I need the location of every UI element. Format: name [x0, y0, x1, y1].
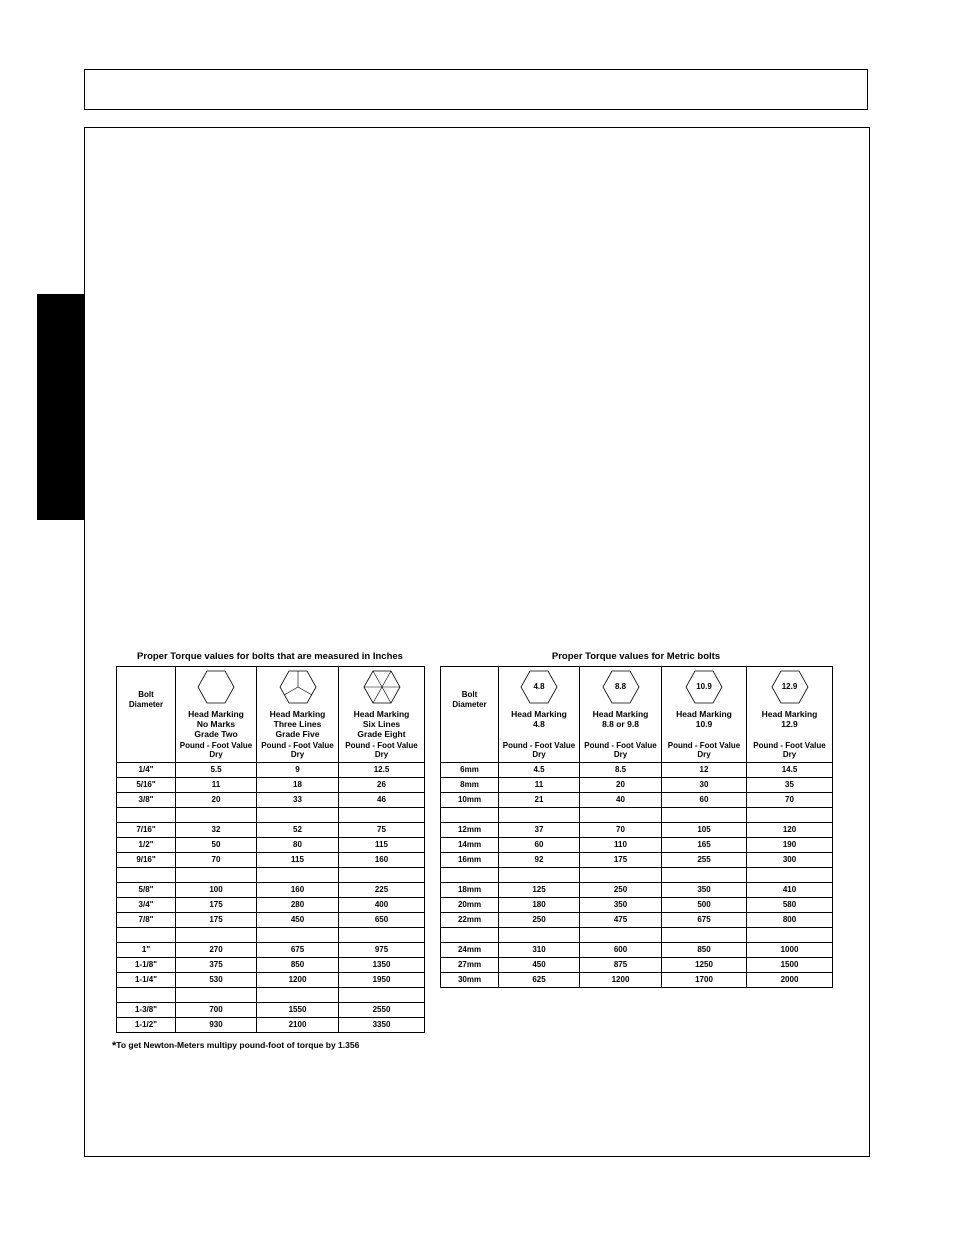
hex-10-9-icon [684, 669, 724, 705]
bolt-diameter-cell: 20mm [441, 898, 499, 913]
torque-value-cell: 165 [662, 838, 747, 853]
torque-value-cell: 500 [662, 898, 747, 913]
torque-value-cell: 270 [176, 943, 257, 958]
hex-12-9-icon [770, 669, 810, 705]
torque-value-cell: 60 [662, 793, 747, 808]
head-marking-label: Head Marking No Marks Grade Two [188, 709, 244, 739]
table-row [117, 943, 425, 958]
torque-value-cell: 625 [499, 973, 580, 988]
torque-value-cell: 475 [580, 913, 662, 928]
bolt-diameter-cell: 24mm [441, 943, 499, 958]
torque-value-cell: 21 [499, 793, 580, 808]
torque-value-cell: 11 [499, 778, 580, 793]
torque-value-cell: 410 [747, 883, 833, 898]
torque-value-cell: 70 [747, 793, 833, 808]
torque-value-cell: 1550 [257, 1003, 339, 1018]
torque-value-cell: 92 [499, 853, 580, 868]
bolt-diameter-cell: 1/2" [117, 838, 176, 853]
torque-value-cell [747, 928, 833, 943]
metric-bolt-diameter-header [441, 667, 499, 763]
table-row [117, 853, 425, 868]
torque-value-cell: 70 [176, 853, 257, 868]
table-row [117, 928, 425, 943]
table-row [117, 883, 425, 898]
unit-label: Pound - Foot Value Dry [753, 741, 826, 759]
torque-value-cell: 1950 [339, 973, 425, 988]
table-row [441, 943, 833, 958]
bolt-diameter-cell: 9/16" [117, 853, 176, 868]
torque-value-cell: 115 [257, 853, 339, 868]
bolt-diameter-cell: 27mm [441, 958, 499, 973]
torque-value-cell: 11 [176, 778, 257, 793]
torque-value-cell: 20 [176, 793, 257, 808]
bolt-diameter-label: Bolt Diameter [452, 690, 487, 709]
hex-six-lines-icon [362, 669, 402, 705]
torque-value-cell: 9 [257, 763, 339, 778]
torque-value-cell: 33 [257, 793, 339, 808]
metric-grade-header-4 [747, 667, 833, 763]
torque-value-cell: 1000 [747, 943, 833, 958]
torque-value-cell [257, 928, 339, 943]
torque-value-cell: 160 [339, 853, 425, 868]
torque-value-cell: 40 [580, 793, 662, 808]
metric-grade-header-2 [580, 667, 662, 763]
bolt-diameter-cell: 5/8" [117, 883, 176, 898]
torque-value-cell: 375 [176, 958, 257, 973]
bolt-diameter-cell: 7/8" [117, 913, 176, 928]
torque-value-cell: 35 [747, 778, 833, 793]
torque-value-cell: 110 [580, 838, 662, 853]
torque-value-cell: 75 [339, 823, 425, 838]
table-row [117, 868, 425, 883]
bolt-diameter-cell: 12mm [441, 823, 499, 838]
torque-value-cell: 2550 [339, 1003, 425, 1018]
torque-value-cell [499, 808, 580, 823]
table-row [441, 793, 833, 808]
section-side-tab [37, 294, 85, 520]
unit-label: Pound - Foot Value Dry [261, 741, 334, 759]
table-row [441, 898, 833, 913]
torque-value-cell: 300 [747, 853, 833, 868]
torque-value-cell: 250 [580, 883, 662, 898]
inch-table-title: Proper Torque values for bolts that are measured in Inches [137, 651, 403, 662]
torque-value-cell: 310 [499, 943, 580, 958]
torque-value-cell: 700 [176, 1003, 257, 1018]
torque-value-cell: 100 [176, 883, 257, 898]
table-row [117, 958, 425, 973]
torque-value-cell: 4.5 [499, 763, 580, 778]
torque-value-cell: 580 [747, 898, 833, 913]
torque-value-cell: 2100 [257, 1018, 339, 1033]
bolt-diameter-cell: 30mm [441, 973, 499, 988]
table-row [441, 838, 833, 853]
torque-value-cell: 5.5 [176, 763, 257, 778]
torque-value-cell: 50 [176, 838, 257, 853]
torque-value-cell: 180 [499, 898, 580, 913]
torque-value-cell [499, 928, 580, 943]
table-row [117, 913, 425, 928]
torque-value-cell: 160 [257, 883, 339, 898]
torque-value-cell: 975 [339, 943, 425, 958]
bolt-diameter-cell [441, 808, 499, 823]
table-row [441, 778, 833, 793]
table-row [117, 1018, 425, 1033]
torque-value-cell [339, 808, 425, 823]
torque-value-cell: 175 [176, 898, 257, 913]
head-mark-text: 4.8 [533, 682, 545, 691]
torque-value-cell: 8.5 [580, 763, 662, 778]
head-marking-label: Head Marking Three Lines Grade Five [269, 709, 326, 739]
torque-value-cell: 14.5 [747, 763, 833, 778]
metric-grade-header-1 [499, 667, 580, 763]
torque-value-cell: 32 [176, 823, 257, 838]
bolt-diameter-cell: 5/16" [117, 778, 176, 793]
bolt-diameter-cell [117, 928, 176, 943]
head-marking-label: Head Marking 12.9 [761, 709, 818, 729]
unit-label: Pound - Foot Value Dry [345, 741, 418, 759]
metric-grade-header-3 [662, 667, 747, 763]
torque-value-cell: 800 [747, 913, 833, 928]
torque-value-cell [257, 988, 339, 1003]
table-row [441, 808, 833, 823]
footnote-asterisk: * [112, 1040, 117, 1052]
hex-three-lines-icon [278, 669, 318, 705]
torque-value-cell [580, 928, 662, 943]
inch-torque-table [116, 666, 425, 1033]
table-row [441, 853, 833, 868]
table-row [117, 793, 425, 808]
torque-value-cell: 12 [662, 763, 747, 778]
bolt-diameter-cell: 1-3/8" [117, 1003, 176, 1018]
head-mark-text: 10.9 [696, 682, 712, 691]
torque-value-cell: 30 [662, 778, 747, 793]
table-row [441, 958, 833, 973]
bolt-diameter-cell: 1/4" [117, 763, 176, 778]
torque-value-cell: 930 [176, 1018, 257, 1033]
table-row [117, 808, 425, 823]
torque-value-cell: 12.5 [339, 763, 425, 778]
page-header-box [84, 69, 868, 110]
torque-value-cell: 675 [662, 913, 747, 928]
torque-value-cell: 530 [176, 973, 257, 988]
head-marking-label: Head Marking Six Lines Grade Eight [353, 709, 410, 739]
bolt-diameter-label: Bolt Diameter [128, 690, 164, 709]
bolt-diameter-cell: 22mm [441, 913, 499, 928]
torque-value-cell: 70 [580, 823, 662, 838]
table-row [441, 823, 833, 838]
bolt-diameter-cell: 14mm [441, 838, 499, 853]
torque-value-cell: 600 [580, 943, 662, 958]
table-row [117, 838, 425, 853]
inch-grade-header-3 [339, 667, 425, 763]
bolt-diameter-cell: 6mm [441, 763, 499, 778]
torque-value-cell [747, 868, 833, 883]
torque-value-cell: 105 [662, 823, 747, 838]
torque-value-cell: 52 [257, 823, 339, 838]
metric-header-row [441, 667, 833, 763]
torque-value-cell: 250 [499, 913, 580, 928]
torque-value-cell [339, 928, 425, 943]
torque-value-cell: 18 [257, 778, 339, 793]
torque-value-cell: 400 [339, 898, 425, 913]
unit-label: Pound - Foot Value Dry [502, 741, 576, 759]
table-row [441, 763, 833, 778]
torque-value-cell: 3350 [339, 1018, 425, 1033]
torque-value-cell [176, 928, 257, 943]
table-row [117, 1003, 425, 1018]
unit-label: Pound - Foot Value Dry [667, 741, 741, 759]
torque-value-cell: 1250 [662, 958, 747, 973]
inch-grade-header-2 [257, 667, 339, 763]
head-mark-text: 12.9 [781, 682, 798, 691]
inch-grade-header-1 [176, 667, 257, 763]
torque-value-cell [580, 868, 662, 883]
newton-meter-footnote [112, 1040, 359, 1052]
torque-value-cell: 1200 [580, 973, 662, 988]
table-row [117, 898, 425, 913]
inch-bolt-diameter-header [117, 667, 176, 763]
bolt-diameter-cell: 1" [117, 943, 176, 958]
torque-value-cell: 20 [580, 778, 662, 793]
torque-value-cell: 125 [499, 883, 580, 898]
torque-value-cell: 120 [747, 823, 833, 838]
head-mark-text: 8.8 [614, 682, 627, 691]
bolt-diameter-cell: 1-1/2" [117, 1018, 176, 1033]
metric-torque-table [440, 666, 833, 988]
torque-value-cell [257, 808, 339, 823]
torque-value-cell: 450 [257, 913, 339, 928]
head-marking-label: Head Marking 8.8 or 9.8 [592, 709, 649, 729]
torque-value-cell: 850 [662, 943, 747, 958]
bolt-diameter-cell [441, 868, 499, 883]
table-row [441, 913, 833, 928]
torque-value-cell: 225 [339, 883, 425, 898]
torque-value-cell [176, 868, 257, 883]
bolt-diameter-cell: 3/8" [117, 793, 176, 808]
torque-value-cell: 450 [499, 958, 580, 973]
torque-value-cell: 1500 [747, 958, 833, 973]
table-row [441, 928, 833, 943]
torque-value-cell: 46 [339, 793, 425, 808]
torque-value-cell: 350 [580, 898, 662, 913]
torque-value-cell: 350 [662, 883, 747, 898]
torque-value-cell [662, 868, 747, 883]
torque-value-cell: 875 [580, 958, 662, 973]
torque-value-cell [747, 808, 833, 823]
table-row [117, 973, 425, 988]
torque-value-cell [662, 928, 747, 943]
table-row [441, 973, 833, 988]
torque-value-cell: 26 [339, 778, 425, 793]
torque-value-cell: 850 [257, 958, 339, 973]
hex-4-8-icon [519, 669, 559, 705]
torque-value-cell: 175 [176, 913, 257, 928]
torque-value-cell: 1350 [339, 958, 425, 973]
hex-no-marks-icon [196, 669, 236, 705]
table-row [117, 778, 425, 793]
torque-value-cell: 280 [257, 898, 339, 913]
bolt-diameter-cell: 1-1/8" [117, 958, 176, 973]
torque-value-cell: 675 [257, 943, 339, 958]
table-row [117, 988, 425, 1003]
torque-value-cell: 115 [339, 838, 425, 853]
table-row [441, 868, 833, 883]
torque-value-cell [662, 808, 747, 823]
head-marking-label: Head Marking 4.8 [511, 709, 567, 729]
torque-value-cell: 650 [339, 913, 425, 928]
torque-value-cell [339, 988, 425, 1003]
bolt-diameter-cell [117, 988, 176, 1003]
torque-value-cell: 37 [499, 823, 580, 838]
bolt-diameter-cell: 3/4" [117, 898, 176, 913]
metric-table-title: Proper Torque values for Metric bolts [551, 651, 721, 662]
bolt-diameter-cell: 10mm [441, 793, 499, 808]
bolt-diameter-cell: 18mm [441, 883, 499, 898]
torque-value-cell [176, 808, 257, 823]
table-row [117, 823, 425, 838]
bolt-diameter-cell: 16mm [441, 853, 499, 868]
unit-label: Pound - Foot Value Dry [179, 741, 253, 759]
torque-value-cell [580, 808, 662, 823]
torque-value-cell: 255 [662, 853, 747, 868]
table-row [441, 883, 833, 898]
torque-value-cell: 80 [257, 838, 339, 853]
torque-value-cell: 1200 [257, 973, 339, 988]
unit-label: Pound - Foot Value Dry [584, 741, 657, 759]
bolt-diameter-cell: 7/16" [117, 823, 176, 838]
bolt-diameter-cell [117, 868, 176, 883]
torque-value-cell [176, 988, 257, 1003]
inch-header-row [117, 667, 425, 763]
head-marking-label: Head Marking 10.9 [676, 709, 732, 729]
torque-value-cell: 60 [499, 838, 580, 853]
bolt-diameter-cell [117, 808, 176, 823]
torque-value-cell [499, 868, 580, 883]
bolt-diameter-cell: 8mm [441, 778, 499, 793]
hex-8-8-icon [601, 669, 641, 705]
torque-value-cell [257, 868, 339, 883]
torque-value-cell: 1700 [662, 973, 747, 988]
bolt-diameter-cell [441, 928, 499, 943]
torque-value-cell: 175 [580, 853, 662, 868]
torque-value-cell [339, 868, 425, 883]
table-row [117, 763, 425, 778]
torque-value-cell: 190 [747, 838, 833, 853]
torque-value-cell: 2000 [747, 973, 833, 988]
bolt-diameter-cell: 1-1/4" [117, 973, 176, 988]
footnote-text: To get Newton-Meters multipy pound-foot of torque by 1.356 [116, 1040, 360, 1050]
